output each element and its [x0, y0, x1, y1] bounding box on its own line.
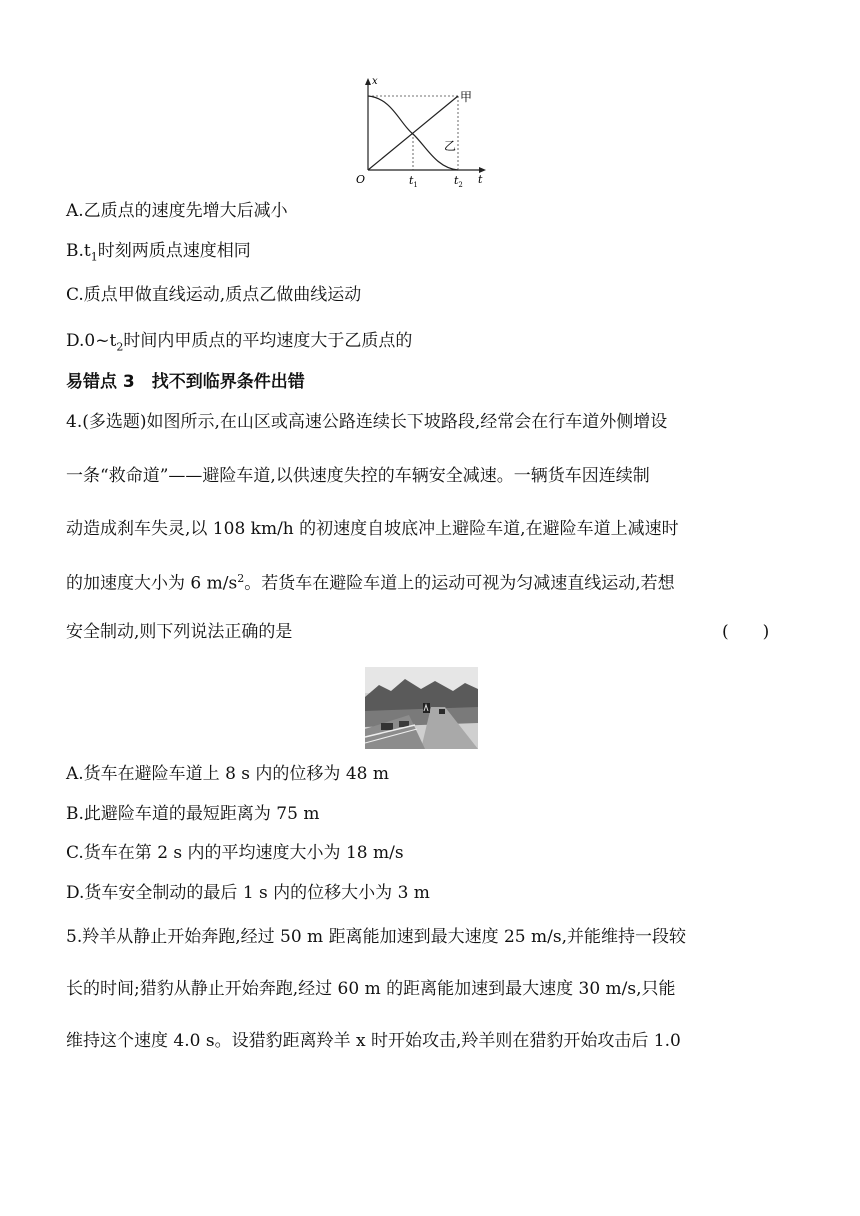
q5-line-3: 维持这个速度 4.0 s。设猎豹距离羚羊 x 时开始攻击,羚羊则在猎豹开始攻击后 1.0 — [66, 1031, 681, 1051]
q5-line-2: 长的时间;猎豹从静止开始奔跑,经过 60 m 的距离能加速到最大速度 30 m/s,只能 — [66, 979, 676, 999]
x-t-graph — [352, 74, 492, 194]
q4-line-1: 4.(多选题)如图所示,在山区或高速公路连续长下坡路段,经常会在行车道外侧增设 — [66, 412, 668, 432]
section-heading: 易错点 3 找不到临界条件出错 — [66, 372, 305, 392]
origin-label: O — [356, 173, 366, 186]
q4-option-c: C.货车在第 2 s 内的平均速度大小为 18 m/s — [66, 843, 404, 863]
q4-option-d: D.货车安全制动的最后 1 s 内的位移大小为 3 m — [66, 883, 430, 903]
q4-line-5: 安全制动,则下列说法正确的是 — [66, 622, 293, 642]
jia-label: 甲 — [460, 90, 473, 104]
q4-answer-blank: ( ) — [722, 622, 770, 642]
q4-line-4: 的加速度大小为 6 $m/s^2$。若货车在避险车道上的运动可视为匀减速直线运动,若想 — [66, 572, 675, 594]
tick-t1-label: $t_1$ — [409, 174, 418, 189]
q4-option-b: B.此避险车道的最短距离为 75 m — [66, 804, 320, 824]
yi-label: 乙 — [444, 139, 457, 153]
q3-option-a: A.乙质点的速度先增大后减小 — [66, 201, 288, 221]
axis-t-label: t — [478, 173, 483, 186]
x-axis-arrow — [365, 78, 371, 85]
escape-lane-illustration — [365, 667, 478, 749]
q4-option-a: A.货车在避险车道上 8 s 内的位移为 48 m — [66, 764, 389, 784]
q4-line-3: 动造成刹车失灵,以 108 km/h 的初速度自坡底冲上避险车道,在避险车道上减速时 — [66, 519, 679, 539]
escape-lane-photo — [365, 667, 478, 749]
q5-line-1: 5.羚羊从静止开始奔跑,经过 50 m 距离能加速到最大速度 25 m/s,并能维持一段较 — [66, 927, 687, 947]
q4-line-2: 一条“救命道”——避险车道,以供速度失控的车辆安全减速。一辆货车因连续制 — [66, 466, 650, 486]
q3-option-c: C.质点甲做直线运动,质点乙做曲线运动 — [66, 285, 362, 305]
axis-x-label: x — [372, 76, 378, 87]
q3-option-b: $B.t_1$时刻两质点速度相同 — [66, 241, 251, 264]
q3-option-d: $D.0\sim t_2$时间内甲质点的平均速度大于乙质点的 — [66, 331, 413, 354]
tick-t2-label: $t_2$ — [454, 174, 463, 189]
